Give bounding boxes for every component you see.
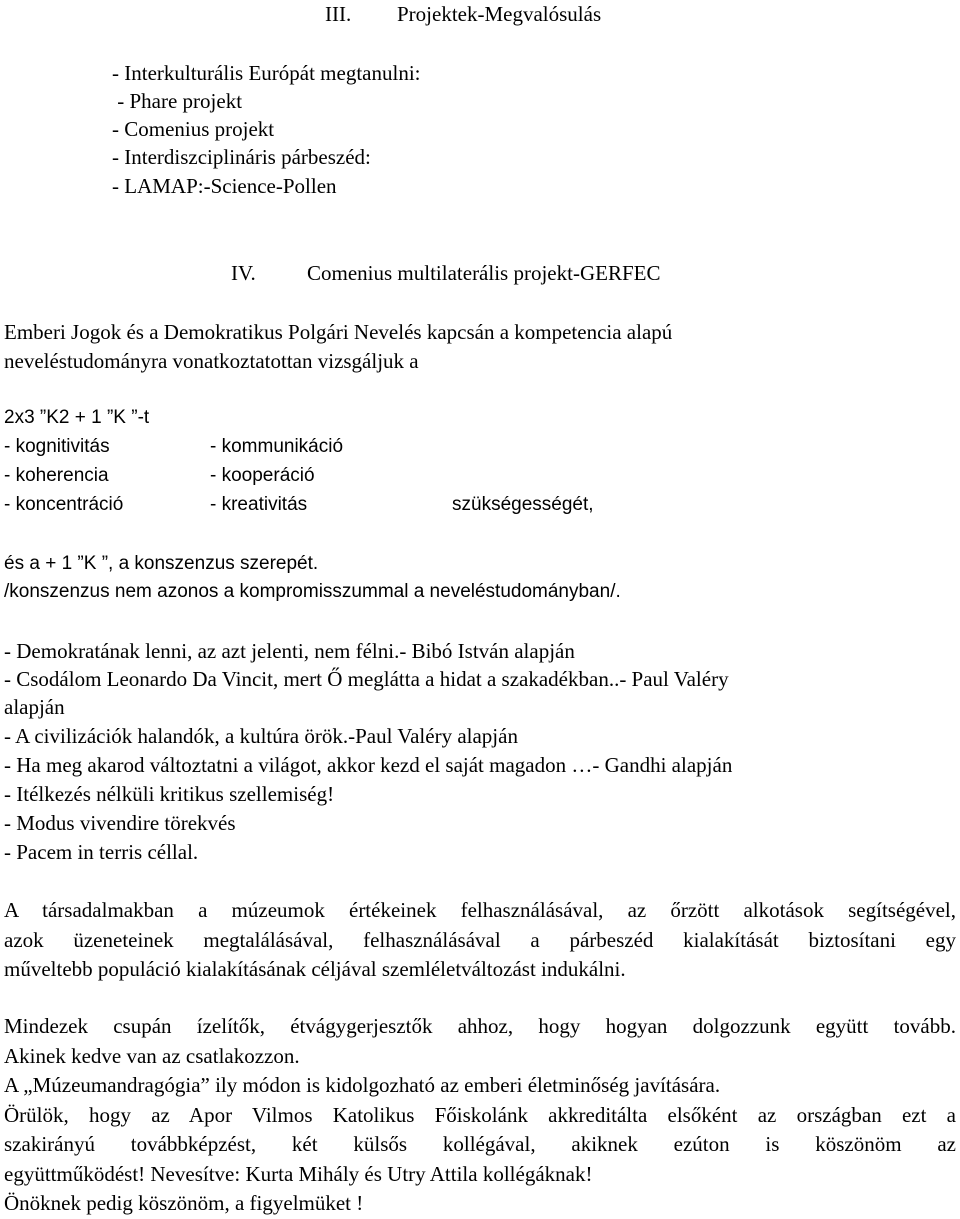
consensus-line-2: /konszenzus nem azonos a kompromisszummal a neveléstudományban/. xyxy=(4,581,621,602)
paragraph-closing-line-7: Önöknek pedig köszönöm, a figyelmüket ! xyxy=(4,1191,364,1215)
section-4-roman: IV. xyxy=(231,261,256,285)
competency-kommunikacio: - kommunikáció xyxy=(210,436,344,457)
quote-modus-vivendi: - Modus vivendire törekvés xyxy=(4,811,236,835)
paragraph-museums xyxy=(4,896,956,985)
paragraph-museums-line-2: azok üzeneteinek megtalálásával, felhasználásával a párbeszéd kialakítását biztosítani egy xyxy=(4,927,956,952)
paragraph-closing-line-3: A „Múzeumandragógia” ily módon is kidolgozható az emberi életminőség javítására. xyxy=(4,1073,721,1097)
section-3-item-5: - LAMAP:-Science-Pollen xyxy=(112,174,337,198)
section-3-item-2: - Phare projekt xyxy=(112,89,243,113)
paragraph-closing-line-4: Örülök, hogy az Apor Vilmos Katolikus Főiskolánk akkreditálta elsőként az országban ezt a xyxy=(4,1102,956,1127)
section-4-intro-line-1: Emberi Jogok és a Demokratikus Polgári Nevelés kapcsán a kompetencia alapú xyxy=(4,320,673,344)
competency-kognitivitas: - kognitivitás xyxy=(4,436,110,457)
competency-koncentracio: - koncentráció xyxy=(4,494,124,515)
quote-bibo: - Demokratának lenni, az azt jelenti, nem félni.- Bibó István alapján xyxy=(4,639,575,663)
quote-critical-spirit: - Itélkezés nélküli kritikus szellemiség! xyxy=(4,782,335,806)
quote-gandhi: - Ha meg akarod változtatni a világot, akkor kezd el saját magadon …- Gandhi alapján xyxy=(4,753,733,777)
consensus-line-1: és a + 1 ”K ”, a konszenzus szerepét. xyxy=(4,553,319,574)
quote-valery: - A civilizációk halandók, a kultúra örök.-Paul Valéry alapján xyxy=(4,724,518,748)
competency-kreativitas: - kreativitás xyxy=(210,494,308,515)
section-3-roman: III. xyxy=(325,2,352,26)
paragraph-museums-line-1: A társadalmakban a múzeumok értékeinek felhasználásával, az őrzött alkotások segítségével, xyxy=(4,898,956,922)
section-3-title: Projektek-Megvalósulás xyxy=(397,2,602,26)
quote-leonardo-cont: alapján xyxy=(4,695,65,719)
paragraph-closing-line-6: együttműködést! Nevesítve: Kurta Mihály és Utry Attila kollégáknak! xyxy=(4,1161,593,1186)
competency-necessity: szükségességét, xyxy=(452,494,594,515)
section-4-title: Comenius multilaterális projekt-GERFEC xyxy=(307,261,661,285)
paragraph-closing-line-2: Akinek kedve van az csatlakozzon. xyxy=(4,1043,300,1068)
section-4-intro-line-2: neveléstudományra vonatkoztatottan vizsgáljuk a xyxy=(4,349,419,373)
quote-leonardo: - Csodálom Leonardo Da Vincit, mert Ő meglátta a hidat a szakadékban..- Paul Valéry xyxy=(4,667,729,691)
paragraph-museums-line-3: műveltebb populáció kialakításának céljával szemléletváltozást indukálni. xyxy=(4,957,626,981)
paragraph-closing-line-1: Mindezek csupán ízelítők, étvágygerjesztők ahhoz, hogy hogyan dolgozzunk együtt tovább. xyxy=(4,1014,956,1038)
paragraph-closing xyxy=(4,1012,956,1219)
section-3-item-4: - Interdiszciplináris párbeszéd: xyxy=(112,145,371,169)
section-3-item-1: - Interkulturális Európát megtanulni: xyxy=(112,61,421,85)
competency-koherencia: - koherencia xyxy=(4,465,109,486)
quote-pacem: - Pacem in terris céllal. xyxy=(4,840,199,864)
section-3-item-3: - Comenius projekt xyxy=(112,117,275,141)
competency-formula: 2x3 ”K2 + 1 ”K ”-t xyxy=(4,407,150,428)
paragraph-closing-line-5: szakirányú továbbképzést, két külsős kollégával, akiknek ezúton is köszönöm az xyxy=(4,1132,956,1156)
competency-kooperacio: - kooperáció xyxy=(210,465,315,486)
